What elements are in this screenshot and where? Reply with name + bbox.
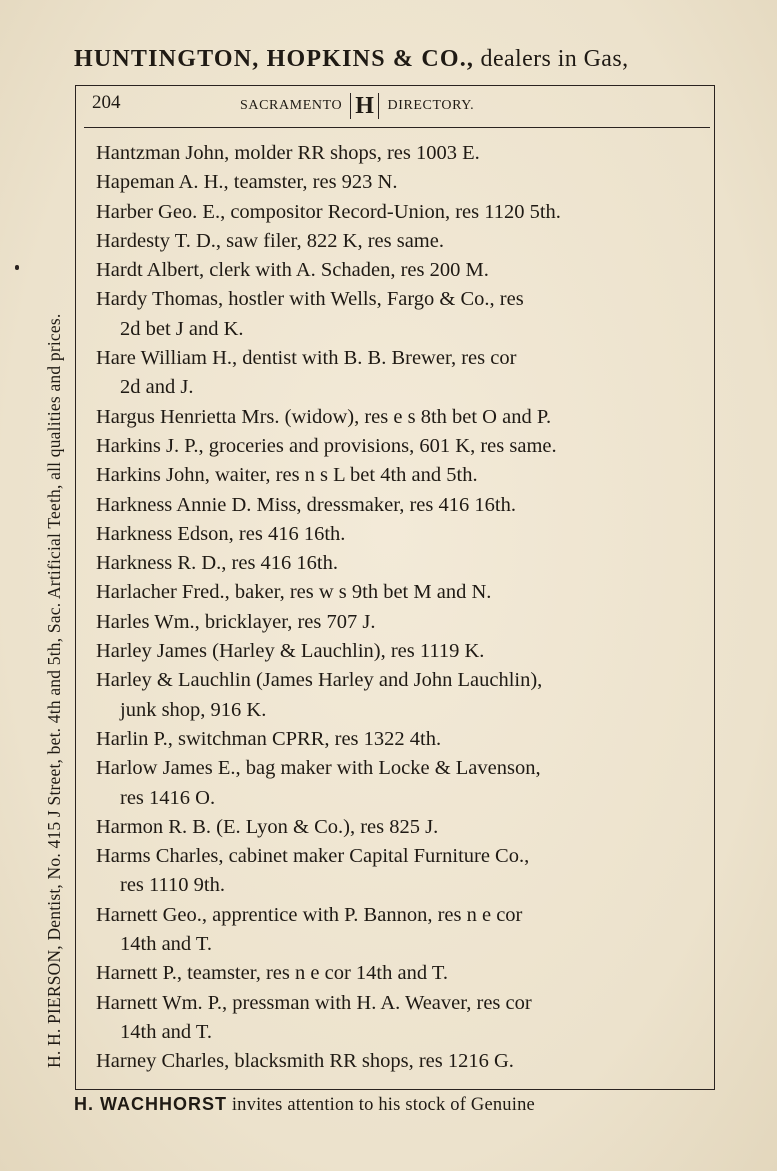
entry-line: Harmon R. B. (E. Lyon & Co.), res 825 J. — [96, 815, 439, 838]
entry-line: Hapeman A. H., teamster, res 923 N. — [96, 171, 398, 194]
directory-entry — [96, 725, 698, 754]
running-head-city: SACRAMENTO — [240, 98, 343, 113]
directory-entry — [96, 461, 698, 490]
page-number: 204 — [92, 92, 121, 113]
section-letter: H — [350, 93, 379, 119]
bottom-ad-text: invites attention to his stock of Genuine — [227, 1095, 535, 1115]
directory-entry — [96, 608, 698, 637]
entry-line: Harms Charles, cabinet maker Capital Furniture Co., — [96, 845, 530, 868]
entry-line: Harlin P., switchman CPRR, res 1322 4th. — [96, 727, 442, 750]
directory-entry — [96, 403, 698, 432]
entry-line: Harles Wm., bricklayer, res 707 J. — [96, 610, 376, 633]
side-ad-text: H. H. PIERSON, Dentist, No. 415 J Street, bet. 4th and 5th, Sac. Artificial Teeth, all qualities and prices. — [44, 313, 64, 1068]
entry-line: Harlacher Fred., baker, res w s 9th bet M and N. — [96, 581, 492, 604]
side-advertisement — [44, 118, 65, 1068]
header-rule — [84, 127, 710, 128]
entry-line: Harnett Wm. P., pressman with H. A. Weaver, res cor — [96, 991, 532, 1014]
entry-line: Hargus Henrietta Mrs. (widow), res e s 8th bet O and P. — [96, 405, 552, 428]
top-advertisement — [74, 46, 754, 73]
entry-line: Harley James (Harley & Lauchlin), res 1119 K. — [96, 640, 485, 663]
entry-line: Harkness Annie D. Miss, dressmaker, res 416 16th. — [96, 493, 516, 516]
running-head — [240, 92, 570, 120]
directory-entry — [96, 959, 698, 988]
entry-line: Hare William H., dentist with B. B. Brewer, res cor — [96, 347, 517, 370]
directory-entry — [96, 637, 698, 666]
entry-line: Hardt Albert, clerk with A. Schaden, res 200 M. — [96, 259, 489, 282]
entry-line: Harkins John, waiter, res n s L bet 4th and 5th. — [96, 464, 478, 487]
entry-line: Hardesty T. D., saw filer, 822 K, res same. — [96, 229, 444, 252]
directory-entry — [96, 842, 698, 901]
directory-entry — [96, 285, 698, 344]
entry-continuation: 14th and T. — [120, 933, 213, 956]
entry-line: Harlow James E., bag maker with Locke & Lavenson, — [96, 757, 541, 780]
top-ad-text: dealers in Gas, — [474, 46, 629, 72]
directory-entry — [96, 139, 698, 168]
margin-dot — [15, 265, 19, 270]
bottom-ad-name: H. WACHHORST — [74, 1094, 227, 1114]
entry-line: Harley & Lauchlin (James Harley and John Lauchlin), — [96, 669, 543, 692]
directory-entry — [96, 198, 698, 227]
directory-entry — [96, 549, 698, 578]
running-head-title: DIRECTORY. — [387, 98, 475, 113]
directory-entry — [96, 901, 698, 960]
entry-continuation: 14th and T. — [120, 1020, 213, 1043]
directory-entry — [96, 432, 698, 461]
directory-entry — [96, 344, 698, 403]
directory-entry — [96, 491, 698, 520]
entry-line: Harnett Geo., apprentice with P. Bannon, res n e cor — [96, 903, 523, 926]
directory-entry — [96, 168, 698, 197]
directory-entry — [96, 1047, 698, 1076]
bottom-advertisement — [74, 1094, 734, 1116]
entry-continuation: res 1416 O. — [120, 786, 216, 809]
directory-entry — [96, 666, 698, 725]
entry-line: Hardy Thomas, hostler with Wells, Fargo & Co., res — [96, 288, 524, 311]
directory-entries — [96, 139, 698, 1077]
entry-continuation: 2d bet J and K. — [120, 317, 244, 340]
entry-continuation: junk shop, 916 K. — [120, 698, 267, 721]
entry-line: Harkins J. P., groceries and provisions, 601 K, res same. — [96, 434, 557, 457]
directory-entry — [96, 520, 698, 549]
directory-entry — [96, 227, 698, 256]
entry-continuation: 2d and J. — [120, 376, 194, 399]
entry-line: Harkness Edson, res 416 16th. — [96, 522, 346, 545]
entry-line: Harber Geo. E., compositor Record-Union, res 1120 5th. — [96, 200, 561, 223]
directory-entry — [96, 813, 698, 842]
entry-continuation: res 1110 9th. — [120, 874, 225, 897]
directory-entry — [96, 578, 698, 607]
entry-line: Harnett P., teamster, res n e cor 14th and T. — [96, 962, 448, 985]
directory-entry — [96, 989, 698, 1048]
directory-entry — [96, 256, 698, 285]
top-ad-name: HUNTINGTON, HOPKINS & CO., — [74, 46, 475, 72]
directory-entry — [96, 754, 698, 813]
entry-line: Hantzman John, molder RR shops, res 1003 E. — [96, 142, 480, 164]
entry-line: Harney Charles, blacksmith RR shops, res 1216 G. — [96, 1050, 514, 1073]
entry-line: Harkness R. D., res 416 16th. — [96, 552, 338, 575]
